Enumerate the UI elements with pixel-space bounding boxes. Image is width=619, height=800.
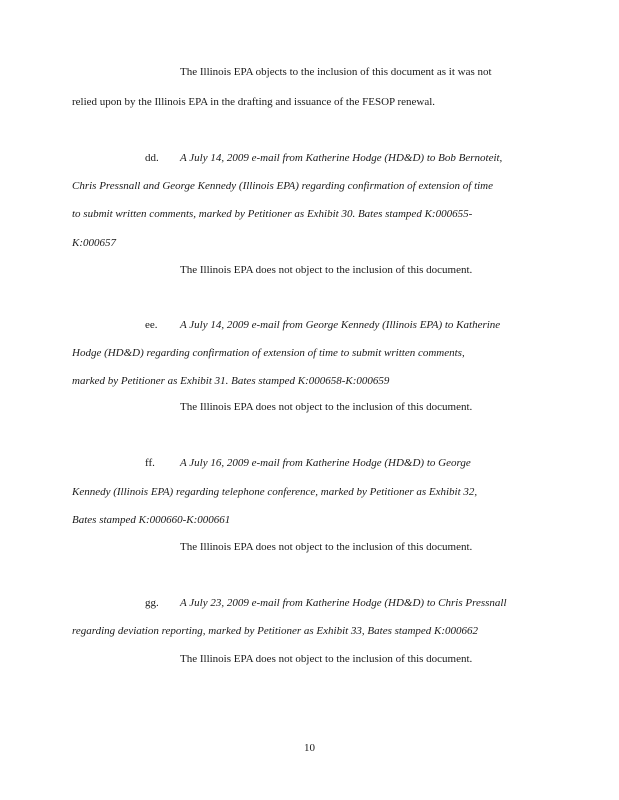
item-dd-line-1: A July 14, 2009 e-mail from Katherine Hodge (HD&D) to Bob Bernoteit, xyxy=(180,152,503,164)
page-number: 10 xyxy=(304,742,315,754)
item-ee-line-3: marked by Petitioner as Exhibit 31. Bates stamped K:000658-K:000659 xyxy=(72,375,390,387)
item-gg-line-2: regarding deviation reporting, marked by Petitioner as Exhibit 33, Bates stamped K:000662 xyxy=(72,625,479,637)
intro-line-1: The Illinois EPA objects to the inclusion of this document as it was not xyxy=(180,66,492,78)
intro-line-2: relied upon by the Illinois EPA in the drafting and issuance of the FESOP renewal. xyxy=(72,96,436,108)
item-dd-line-3: to submit written comments, marked by Petitioner as Exhibit 30. Bates stamped K:000655- xyxy=(72,208,473,220)
item-gg-response: The Illinois EPA does not object to the inclusion of this document. xyxy=(180,653,473,665)
item-dd-line-2: Chris Pressnall and George Kennedy (Illinois EPA) regarding confirmation of extension of time xyxy=(72,180,494,192)
item-label-ee: ee. xyxy=(145,319,158,331)
item-ee-line-1: A July 14, 2009 e-mail from George Kennedy (Illinois EPA) to Katherine xyxy=(180,319,501,331)
item-dd-line-4: K:000657 xyxy=(72,237,116,249)
item-label-gg: gg. xyxy=(145,597,159,609)
item-label-dd: dd. xyxy=(145,152,159,164)
item-dd-response: The Illinois EPA does not object to the inclusion of this document. xyxy=(180,264,473,276)
item-ff-line-3: Bates stamped K:000660-K:000661 xyxy=(72,514,231,526)
item-label-ff: ff. xyxy=(145,457,155,469)
item-ff-line-1: A July 16, 2009 e-mail from Katherine Hodge (HD&D) to George xyxy=(180,457,471,469)
item-ee-line-2: Hodge (HD&D) regarding confirmation of extension of time to submit written comments, xyxy=(72,347,465,359)
item-gg-line-1: A July 23, 2009 e-mail from Katherine Hodge (HD&D) to Chris Pressnall xyxy=(180,597,507,609)
item-ff-line-2: Kennedy (Illinois EPA) regarding telephone conference, marked by Petitioner as Exhibit 32, xyxy=(72,486,478,498)
item-ee-response: The Illinois EPA does not object to the inclusion of this document. xyxy=(180,401,473,413)
item-ff-response: The Illinois EPA does not object to the inclusion of this document. xyxy=(180,541,473,553)
